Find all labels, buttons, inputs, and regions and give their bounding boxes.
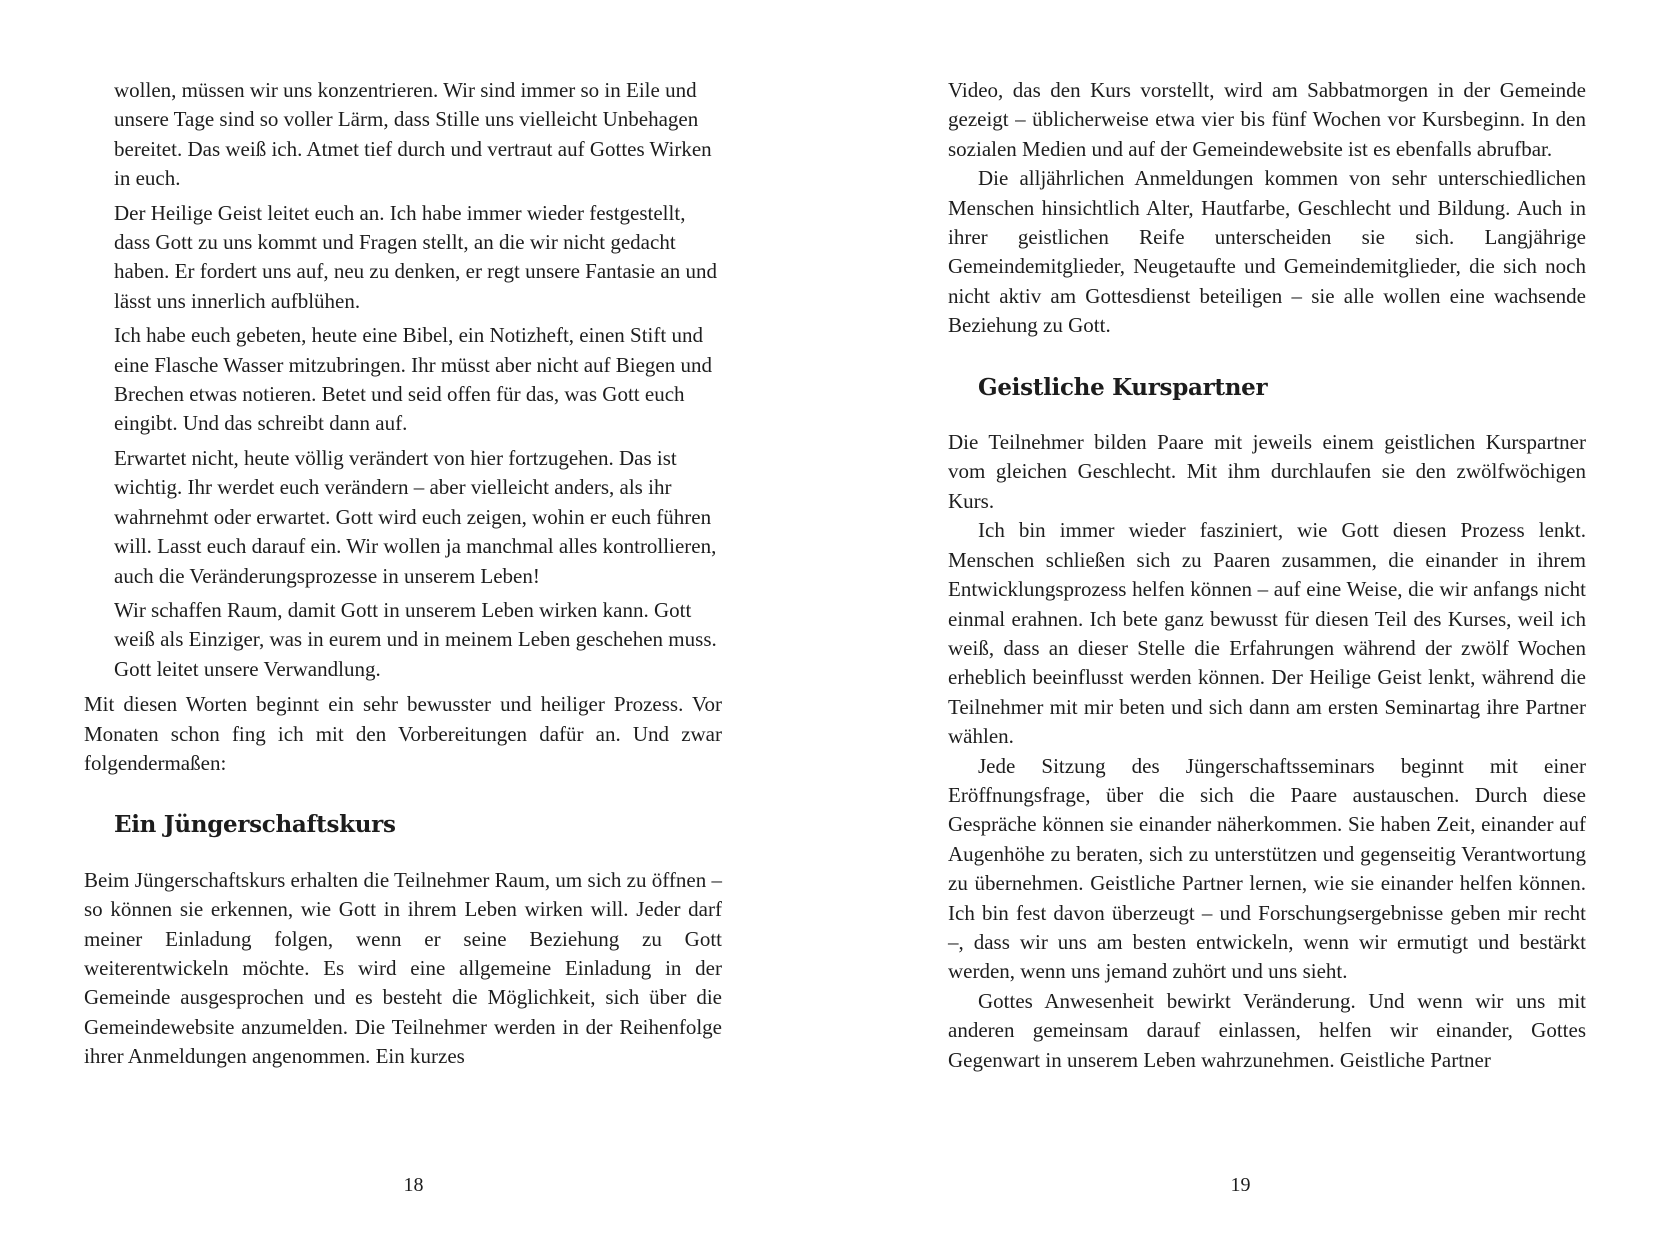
body-paragraph: Ich bin immer wieder fasziniert, wie Gott diesen Prozess lenkt. Menschen schließen sich zu Paaren zusammen, die einander in ihrem Entwicklungsprozess helfen können – auf eine Weise, die wir anfangs nicht einmal erahnen. Ich bete ganz bewusst für diesen Teil des Kurses, weil ich weiß, dass an dieser Stelle die Erfahrungen während der zwölf Wochen erheblich beeinflusst werden können. Der Heilige Geist lenkt, während die Teilnehmer mit mir beten und sich dann am ersten Seminartag ihre Partner wählen. (948, 518, 1586, 749)
left-text-column (84, 76, 722, 1072)
body-paragraph: Die alljährlichen Anmeldungen kommen von sehr unterschiedlichen Menschen hinsichtlich Alter, Hautfarbe, Geschlecht und Bildung. Auch in ihrer geistlichen Reife unterscheiden sie sich. Langjährige Gemeindemitglieder, Neugetaufte und Gemeindemitglieder, die sich noch nicht aktiv am Gottesdienst beteiligen – sie alle wollen eine wachsende Beziehung zu Gott. (948, 166, 1586, 338)
quote-paragraph: Wir schaffen Raum, damit Gott in unserem Leben wirken kann. Gott weiß als Einziger, was in eurem und in meinem Leben geschehen muss. Gott leitet unsere Verwandlung. (114, 597, 717, 681)
quote-paragraph: wollen, müssen wir uns konzentrieren. Wir sind immer so in Eile und unsere Tage sind so voller Lärm, dass Stille uns vielleicht Unbehagen bereitet. Das weiß ich. Atmet tief durch und vertraut auf Gottes Wirken in euch. (114, 78, 712, 191)
body-paragraph: Die Teilnehmer bilden Paare mit jeweils einem geistlichen Kurspartner vom gleichen Geschlecht. Mit ihm durchlaufen sie den zwölfwöchigen Kurs. (948, 430, 1586, 513)
page-number: 18 (403, 1174, 424, 1196)
body-paragraph: Mit diesen Worten beginnt ein sehr bewusster und heiliger Prozess. Vor Monaten schon fing ich mit den Vorbereitungen dafür an. Und zwar folgendermaßen: (84, 692, 722, 775)
body-paragraph: Gottes Anwesenheit bewirkt Veränderung. Und wenn wir uns mit anderen gemeinsam darauf einlassen, helfen wir einander, Gottes Gegenwart in unserem Leben wahrzunehmen. Geistliche Partner (948, 988, 1586, 1072)
right-page (827, 0, 1654, 1240)
body-paragraph: Video, das den Kurs vorstellt, wird am Sabbatmorgen in der Gemeinde gezeigt – üblicherweise etwa vier bis fünf Wochen vor Kursbeginn. In den sozialen Medien und auf der Gemeindewebsite ist es ebenfalls abrufbar. (948, 78, 1586, 161)
section-heading: Ein Jüngerschaftskurs (114, 811, 396, 839)
quote-paragraph: Der Heilige Geist leitet euch an. Ich habe immer wieder festgestellt, dass Gott zu uns kommt und Fragen stellt, an die wir nicht gedacht haben. Er fordert uns auf, neu zu denken, er regt unsere Fantasie an und lässt uns innerlich aufblühen. (114, 200, 717, 313)
right-text-column (948, 76, 1586, 1075)
section-heading: Geistliche Kurspartner (978, 373, 1268, 401)
page-number: 19 (1230, 1174, 1251, 1196)
quote-paragraph: Ich habe euch gebeten, heute eine Bibel, ein Notizheft, einen Stift und eine Flasche Wasser mitzubringen. Ihr müsst aber nicht auf Biegen und Brechen etwas notieren. Betet und seid offen für das, was Gott euch eingibt. Und das schreibt dann auf. (114, 323, 713, 436)
quoted-speech (84, 76, 722, 684)
quote-paragraph: Erwartet nicht, heute völlig verändert von hier fortzugehen. Das ist wichtig. Ihr werdet euch verändern – aber vielleicht anders, als ihr wahrnehmt oder erwartet. Gott wird euch zeigen, wohin er euch führen will. Lasst euch darauf ein. Wir wollen ja manchmal alles kontrollieren, auch die Veränderungsprozesse in unserem Leben! (114, 445, 717, 588)
body-paragraph: Jede Sitzung des Jüngerschaftsseminars beginnt mit einer Eröffnungsfrage, über die sich die Paare austauschen. Durch diese Gespräche können sie einander näherkommen. Sie haben Zeit, einander auf Augenhöhe zu beraten, sich zu unterstützen und gegenseitig Verantwortung zu übernehmen. Geistliche Partner lernen, wie sie einander helfen können. Ich bin fest davon überzeugt – und Forschungsergebnisse geben mir recht –, dass wir uns am besten entwickeln, wenn wir ermutigt und bestärkt werden, wenn uns jemand zuhört und uns sieht. (948, 753, 1586, 984)
body-paragraph: Beim Jüngerschaftskurs erhalten die Teilnehmer Raum, um sich zu öffnen – so können sie erkennen, wie Gott in ihrem Leben wirken will. Jeder darf meiner Einladung folgen, wenn er seine Beziehung zu Gott weiterentwickeln möchte. Es wird eine allgemeine Einladung in der Gemeinde ausgesprochen und es besteht die Möglichkeit, sich über die Gemeindewebsite anzumelden. Die Teilnehmer werden in der Reihenfolge ihrer Anmeldungen angenommen. Ein kurzes (84, 867, 722, 1069)
